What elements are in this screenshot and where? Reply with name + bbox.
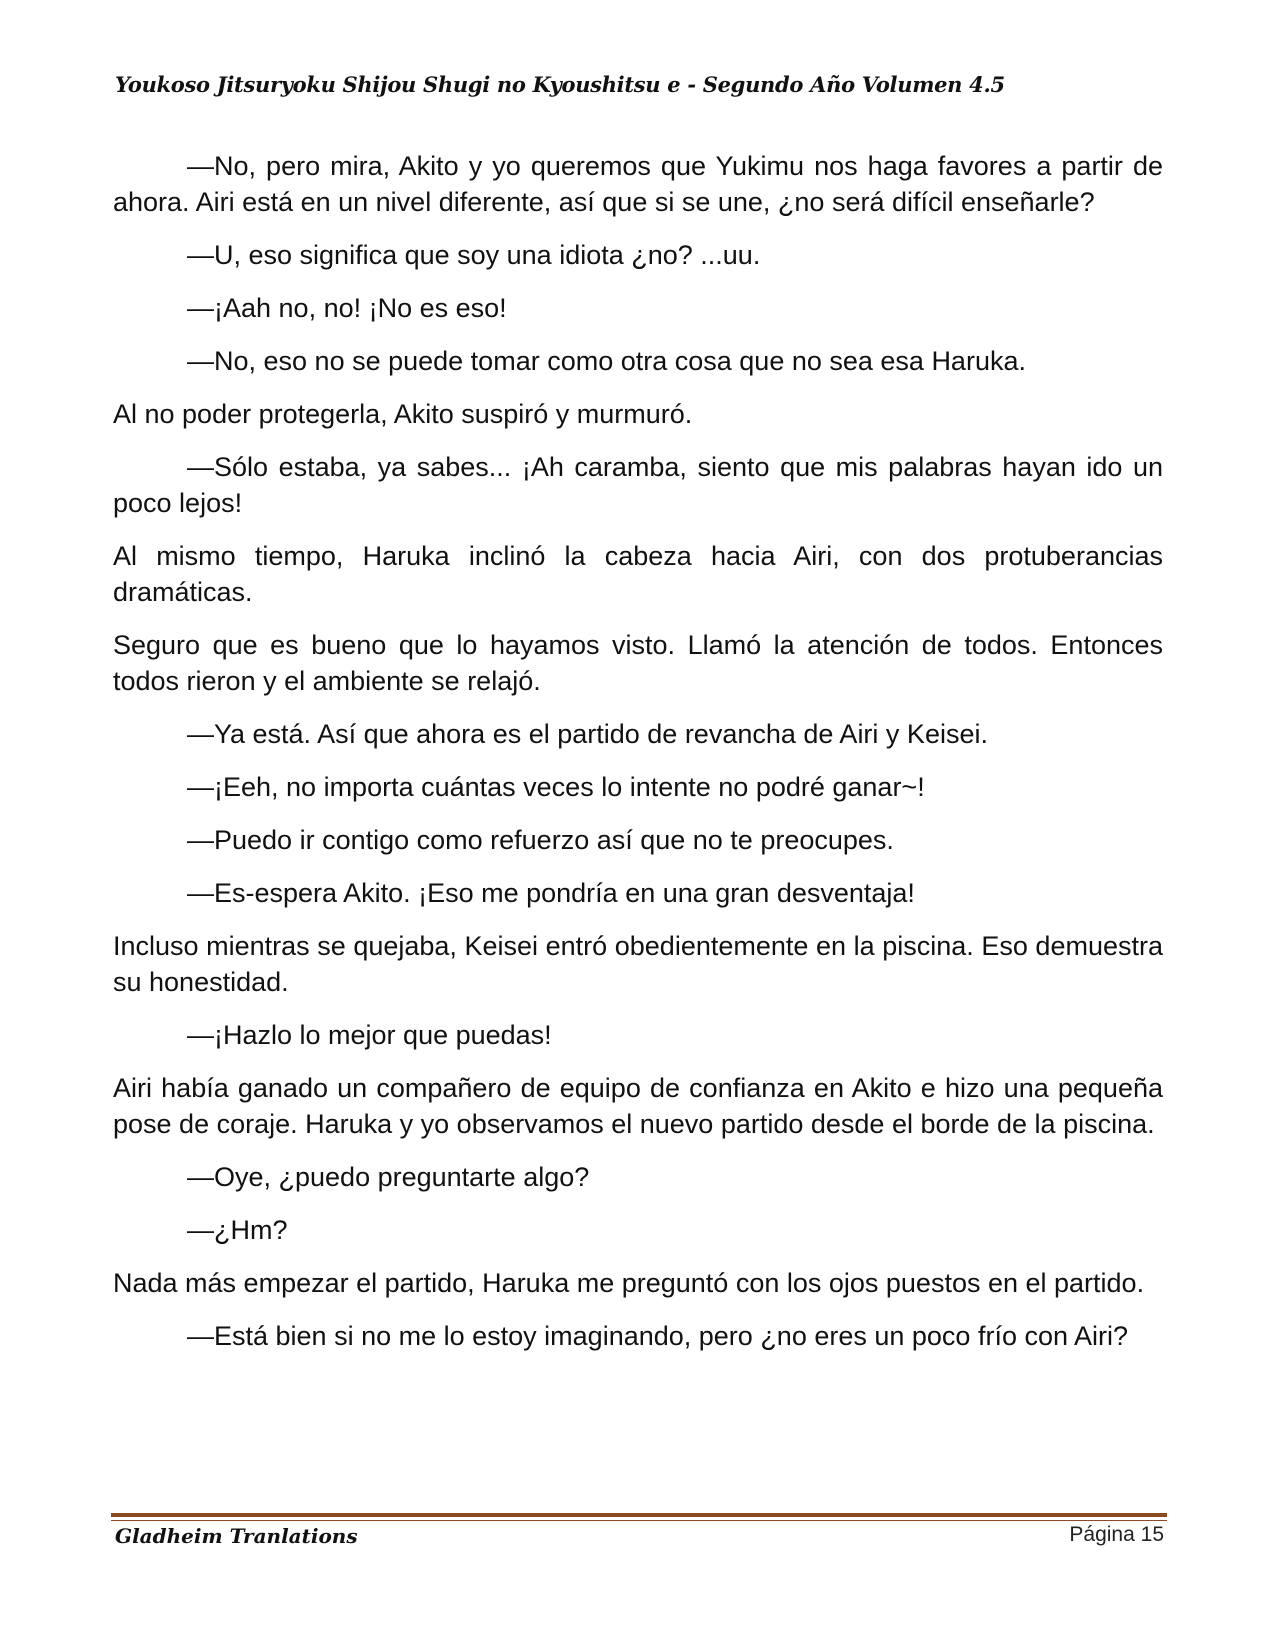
paragraph: Airi había ganado un compañero de equipo de confianza en Akito e hizo una pequeña pose de coraje. Haruka y yo observamos el nuevo partido desde el borde de la piscina. <box>113 1073 1163 1139</box>
page-label: Página <box>1069 1523 1135 1546</box>
paragraph: Al no poder protegerla, Akito suspiró y murmuró. <box>113 399 693 429</box>
paragraph: —¿Hm? <box>187 1215 288 1245</box>
paragraph: —Está bien si no me lo estoy imaginando, pero ¿no eres un poco frío con Airi? <box>187 1321 1129 1351</box>
paragraph: —No, pero mira, Akito y yo queremos que Yukimu nos haga favores a partir de ahora. Airi está en un nivel diferente, así que si se une, ¿no será difícil enseñarle? <box>113 151 1163 217</box>
paragraph: —Oye, ¿puedo preguntarte algo? <box>187 1162 590 1192</box>
paragraph: —Es-espera Akito. ¡Eso me pondría en una gran desventaja! <box>187 878 915 908</box>
page-header-title: Youkoso Jitsuryoku Shijou Shugi no Kyoushitsu e - Segundo Año Volumen 4.5 <box>115 72 1005 97</box>
paragraph: —U, eso significa que soy una idiota ¿no? ...uu. <box>187 240 761 270</box>
paragraph: Incluso mientras se quejaba, Keisei entró obedientemente en la piscina. Eso demuestra su honestidad. <box>113 931 1163 997</box>
footer-credit: Gladheim Tranlations <box>115 1524 358 1548</box>
paragraph: —No, eso no se puede tomar como otra cosa que no sea esa Haruka. <box>187 346 1026 376</box>
paragraph: Al mismo tiempo, Haruka inclinó la cabeza hacia Airi, con dos protuberancias dramáticas. <box>113 541 1163 607</box>
paragraph: Nada más empezar el partido, Haruka me preguntó con los ojos puestos en el partido. <box>113 1268 1145 1298</box>
paragraph: —Puedo ir contigo como refuerzo así que no te preocupes. <box>187 825 894 855</box>
page-number-label <box>1069 1523 1164 1547</box>
paragraph: —¡Eeh, no importa cuántas veces lo intente no podré ganar~! <box>187 772 925 802</box>
footer-rule-thin <box>111 1520 1167 1521</box>
paragraph: —Sólo estaba, ya sabes... ¡Ah caramba, siento que mis palabras hayan ido un poco lejos! <box>113 452 1163 518</box>
paragraph: Seguro que es bueno que lo hayamos visto. Llamó la atención de todos. Entonces todos rieron y el ambiente se relajó. <box>113 630 1163 696</box>
paragraph: —Ya está. Así que ahora es el partido de revancha de Airi y Keisei. <box>187 719 988 749</box>
paragraph: —¡Aah no, no! ¡No es eso! <box>187 293 507 323</box>
page-body <box>113 148 1163 1371</box>
footer-rule-thick <box>111 1513 1167 1517</box>
paragraph: —¡Hazlo lo mejor que puedas! <box>187 1020 552 1050</box>
page-number: 15 <box>1140 1523 1164 1546</box>
